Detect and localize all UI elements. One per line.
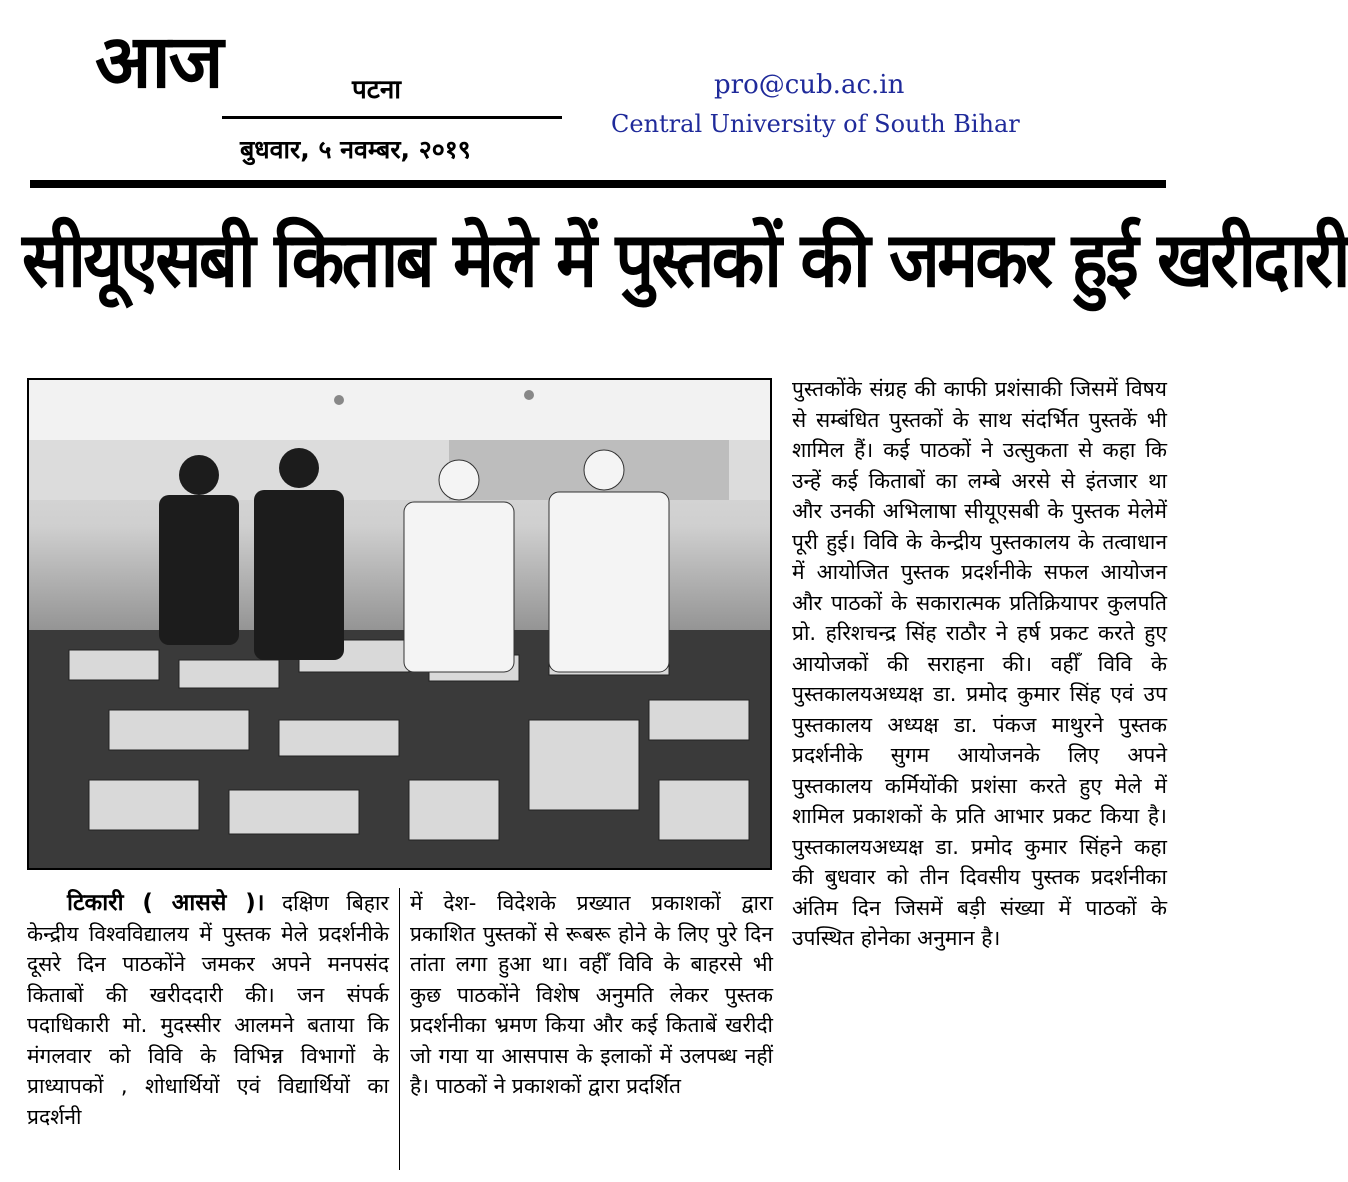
column-divider [399,888,400,1170]
source-email: pro@cub.ac.in [714,70,905,100]
byline: टिकारी ( आससे )। [67,890,265,916]
masthead-divider [222,116,562,119]
dateline: बुधवार, ५ नवम्बर, २०१९ [240,135,471,164]
column-1-text: दक्षिण बिहार केन्द्रीय विश्वविद्यालय में पुस्तक मेले प्रदर्शनीके दूसरे दिन पाठकोंने जमकर अपने मनपसंद किताबों की खरीददारी की। जन संपर्क पदाधिकारी मो. मुदस्सीर आलमने बताया कि मंगलवार को विवि के विभिन्न विभागों के प्राध्यापकों , शोधार्थियों एवं विद्यार्थियों का प्रदर्शनी [27,891,389,1129]
article-column-1 [27,888,389,1132]
headline: सीयूएसबी किताब मेले में पुस्तकों की जमकर हुई खरीदारी [22,215,1348,304]
article-column-2 [410,888,773,1102]
column-3-text: पुस्तकोंके संग्रह की काफी प्रशंसाकी जिसमें विषय से सम्बंधित पुस्तकों के साथ संदर्भित पुस्तकें भी शामिल हैं। कई पाठकों ने उत्सुकता से कहा कि उन्हें कई किताबों का लम्बे अरसे से इंतजार था और उनकी अभिलाषा सीयूएसबी के पुस्तक मेलेमें पूरी हुई। विवि के केन्द्रीय पुस्तकालय के तत्वाधान में आयोजित पुस्तक प्रदर्शनीके सफल आयोजन और पाठकों के सकारात्मक प्रतिक्रियापर कुलपति प्रो. हरिशचन्द्र सिंह राठौर ने हर्ष प्रकट करते हुए आयोजकों की सराहना की। वहीँ विवि के पुस्तकालयअध्यक्ष डा. प्रमोद कुमार सिंह एवं उप पुस्तकालय अध्यक्ष डा. पंकज माथुरने पुस्तक प्रदर्शनीके सुगम आयोजनके लिए अपने पुस्तकालय कर्मियोंकी प्रशंसा करते हुए मेले में शामिल प्रकाशकों के प्रति आभार प्रकट किया है। पुस्तकालयअध्यक्ष डा. प्रमोद कुमार सिंहने कहा की बुधवार को तीन दिवसीय पुस्तक प्रदर्शनीका अंतिम दिन जिसमें बड़ी संख्या में पाठकों के उपस्थित होनेका अनुमान है। [792,377,1167,950]
source-name: Central University of South Bihar [611,110,1020,138]
edition-city: पटना [352,75,402,105]
article-column-3 [792,374,1167,954]
newspaper-logo: आज [95,19,222,105]
column-2-text: में देश- विदेशके प्रख्यात प्रकाशकों द्वारा प्रकाशित पुस्तकों से रूबरू होने के लिए पुरे दिन तांता लगा हुआ था। वहीँ विवि के बाहरसे भी कुछ पाठकोंने विशेष अनुमति लेकर पुस्तक प्रदर्शनीका भ्रमण किया और कई किताबें खरीदी जो गया या आसपास के इलाकों में उलपब्ध नहीं है। पाठकों ने प्रकाशकों द्वारा प्रदर्शित [410,891,773,1098]
book-fair-photo-illustration [29,380,770,868]
header-rule [30,180,1166,188]
news-photo [27,378,772,870]
